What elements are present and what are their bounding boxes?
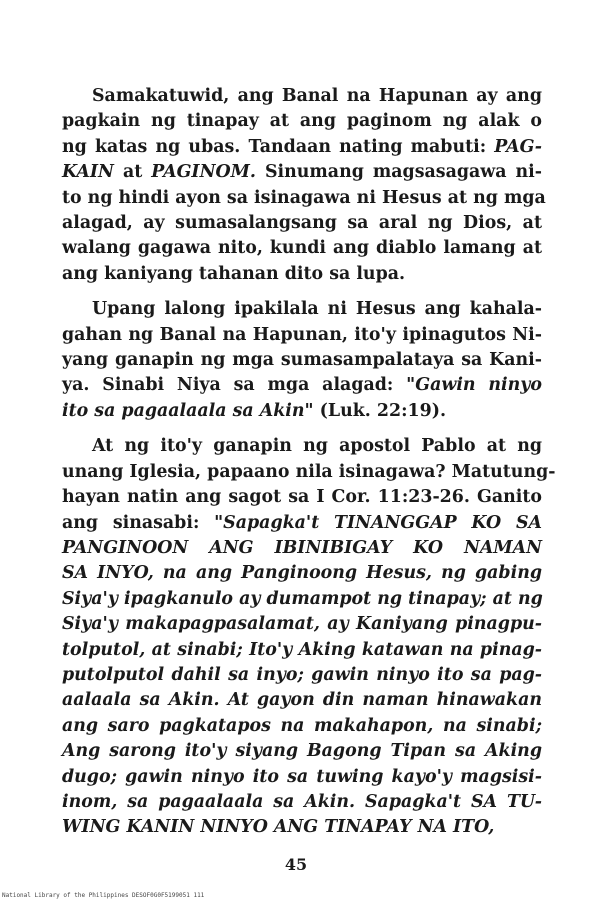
text-line — [62, 536, 542, 561]
text-line — [62, 186, 546, 211]
plain-text: (Luk. 22:19). — [313, 400, 446, 421]
emphasis-text: PANGINOON ANG IBINIBIGAY KO NAMAN — [62, 537, 542, 558]
plain-text: at — [113, 162, 152, 183]
text-line — [62, 587, 542, 612]
plain-text: Samakatuwid, ang Banal na Hapunan ay ang — [92, 86, 542, 106]
emphasis-text: ang saro pagkatapos na makahapon, na sinabi; — [62, 715, 542, 736]
text-line — [62, 323, 542, 348]
text-line — [62, 790, 542, 815]
emphasis-text: "Sapagka't TINANGGAP KO SA — [214, 512, 542, 533]
emphasis-text: Siya'y makapagpasalamat, ay Kaniyang pinagpu- — [62, 614, 542, 635]
text-line — [62, 765, 542, 790]
text-line — [62, 84, 542, 109]
text-line — [62, 511, 542, 536]
text-line — [62, 211, 542, 236]
text-line — [62, 109, 542, 134]
text-line — [62, 739, 542, 764]
text-line — [62, 638, 542, 663]
text-line — [62, 663, 542, 688]
text-line — [62, 434, 542, 459]
text-line — [62, 236, 542, 261]
plain-text: pagkain ng tinapay at ang paginom ng alak o — [62, 111, 542, 132]
emphasis-text: PAG- — [494, 136, 542, 157]
emphasis-text: "Gawin ninyo — [406, 375, 543, 396]
emphasis-text: SA INYO, na ang Panginoong Hesus, ng gabing — [62, 563, 542, 584]
emphasis-text: tolputol, at sinabi; Ito'y Aking katawan na pinag- — [62, 639, 542, 660]
paragraph — [62, 297, 542, 424]
plain-text: to ng hindi ayon sa isinagawa ni Hesus at ng mga — [62, 187, 546, 208]
plain-text: Sinumang magsasagawa ni- — [255, 162, 542, 183]
plain-text: yang ganapin ng mga sumasampalataya sa Kani- — [62, 350, 542, 371]
text-line — [62, 460, 556, 485]
plain-text: Upang lalong ipakilala ni Hesus ang kahala- — [92, 299, 542, 320]
plain-text: hayan natin ang sagot sa I Cor. 11:23-26. Ganito — [62, 487, 542, 508]
body-text — [62, 84, 556, 841]
plain-text: At ng ito'y ganapin ng apostol Pablo at ng — [92, 436, 542, 457]
text-line — [62, 485, 542, 510]
text-line — [62, 815, 542, 840]
emphasis-text: aalaala sa Akin. At gayon din naman hinawakan — [62, 690, 542, 711]
emphasis-text: putolputol dahil sa inyo; gawin ninyo ito sa pag- — [62, 664, 542, 685]
plain-text: ya. Sinabi Niya sa mga alagad: — [62, 375, 407, 396]
paragraph — [62, 84, 546, 287]
plain-text: unang Iglesia, papaano nila isinagawa? Matutung- — [62, 461, 556, 482]
plain-text: ng katas ng ubas. Tandaan nating mabuti: — [62, 136, 495, 157]
text-line — [62, 561, 542, 586]
emphasis-text: Ang sarong ito'y siyang Bagong Tipan sa Aking — [62, 741, 542, 762]
plain-text: ang kaniyang tahanan dito sa lupa. — [62, 263, 406, 284]
text-line — [62, 399, 542, 424]
text-line — [62, 373, 542, 398]
text-line — [62, 160, 542, 185]
emphasis-text: WING KANIN NINYO ANG TINAPAY NA ITO, — [62, 817, 495, 838]
plain-text: ang sinasabi: — [62, 512, 215, 533]
text-line — [62, 688, 542, 713]
emphasis-text: ito sa pagaalaala sa Akin" — [62, 400, 314, 421]
text-line — [62, 297, 542, 322]
emphasis-text: KAIN — [62, 162, 114, 183]
plain-text: gahan ng Banal na Hapunan, ito'y ipinagutos Ni- — [62, 324, 542, 345]
paragraph — [62, 434, 556, 841]
text-line — [62, 612, 542, 637]
scan-footer-note: National Library of the Philippines DESOF0G0F5199051 111 — [2, 892, 205, 899]
text-line — [62, 714, 542, 739]
text-line — [62, 262, 542, 287]
text-line — [62, 348, 542, 373]
page-number: 45 — [284, 855, 308, 874]
plain-text: alagad, ay sumasalangsang sa aral ng Dios, at — [62, 213, 542, 234]
text-line — [62, 135, 542, 160]
emphasis-text: Siya'y ipagkanulo ay dumampot ng tinapay; at ng — [62, 588, 543, 609]
emphasis-text: dugo; gawin ninyo ito sa tuwing kayo'y magsisi- — [62, 766, 542, 787]
plain-text: walang gagawa nito, kundi ang diablo lamang at — [62, 238, 542, 259]
emphasis-text: PAGINOM. — [151, 162, 256, 183]
emphasis-text: inom, sa pagaalaala sa Akin. Sapagka't SA TU- — [62, 791, 542, 812]
